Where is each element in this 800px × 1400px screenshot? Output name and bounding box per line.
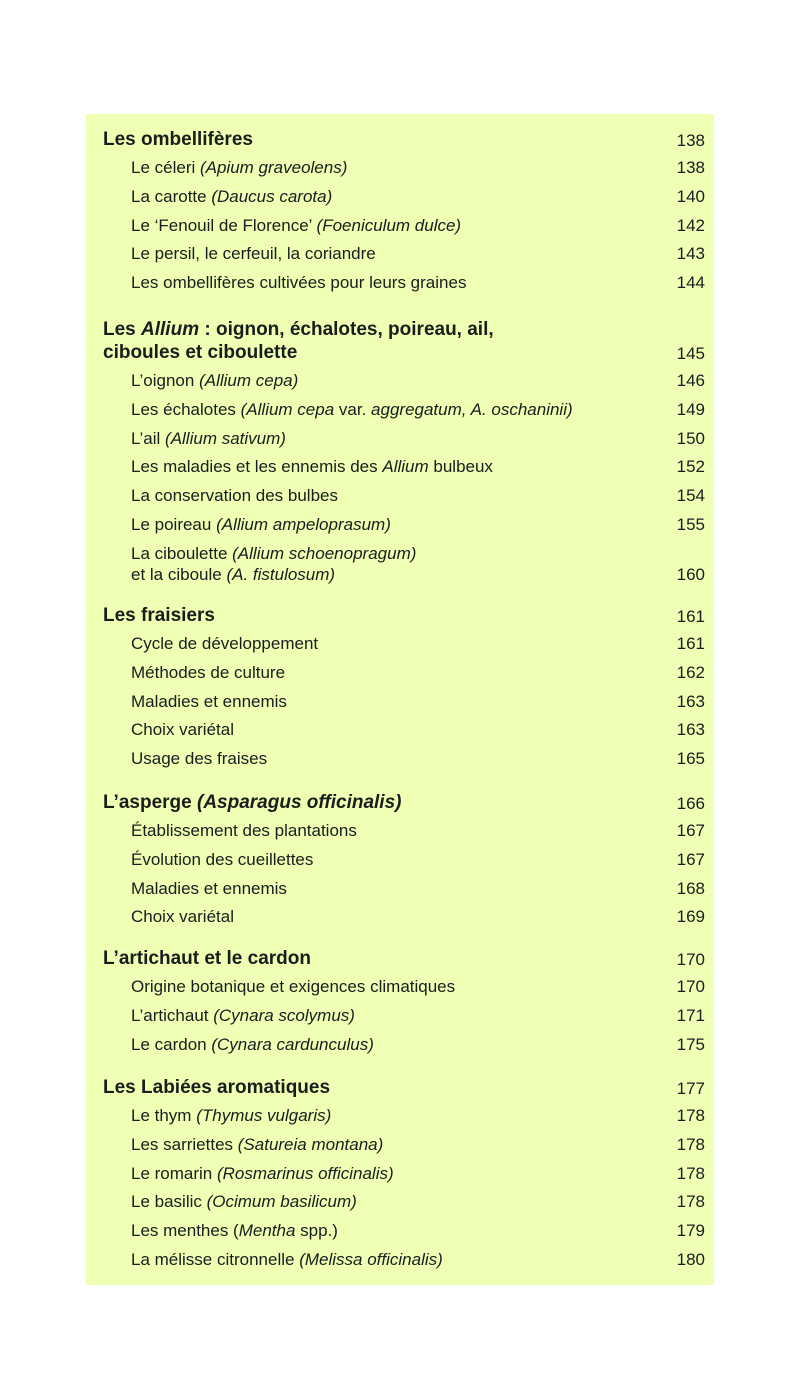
entry-page-number: 168 bbox=[676, 878, 705, 898]
entry-page-number: 179 bbox=[676, 1221, 705, 1241]
section-title bbox=[103, 341, 297, 364]
text-run: Usage des fraises bbox=[131, 749, 268, 769]
text-run: Le persil, le cerfeuil, la coriandre bbox=[131, 244, 376, 264]
text-run: Le céleri bbox=[131, 158, 200, 177]
italic-text-run: (Satureia montana) bbox=[237, 1134, 384, 1154]
italic-text-run: Mentha bbox=[238, 1221, 296, 1241]
entry-page-number: 178 bbox=[676, 1192, 705, 1212]
toc-entry bbox=[131, 1163, 394, 1184]
entry-page-number: 146 bbox=[676, 371, 705, 390]
entry-page-number: 180 bbox=[676, 1250, 705, 1269]
entry-page-number: 169 bbox=[676, 907, 705, 927]
section-title bbox=[103, 1076, 330, 1099]
text-run: Les ombellifères bbox=[103, 129, 253, 150]
text-run: Le poireau bbox=[131, 515, 217, 534]
text-run: Les échalotes bbox=[131, 399, 241, 419]
italic-text-run: (Melissa officinalis) bbox=[299, 1250, 443, 1269]
section-page-number: 145 bbox=[676, 344, 705, 363]
table-of-contents bbox=[86, 114, 714, 1285]
toc-entry bbox=[131, 1005, 355, 1026]
text-run: Les maladies et les ennemis des bbox=[131, 457, 383, 477]
toc-entry bbox=[131, 719, 234, 740]
text-run: La mélisse citronnelle bbox=[131, 1250, 300, 1269]
italic-text-run: (Cynara scolymus) bbox=[213, 1005, 355, 1025]
text-run: Les ombellifères cultivées pour leurs graines bbox=[131, 273, 467, 293]
text-run: L’ail bbox=[131, 428, 166, 448]
italic-text-run: (Allium ampeloprasum) bbox=[216, 515, 391, 534]
entry-page-number: 140 bbox=[676, 186, 705, 206]
italic-text-run: (Allium cepa bbox=[240, 399, 335, 419]
italic-text-run: (Foeniculum dulce) bbox=[316, 215, 462, 235]
text-run: Le thym bbox=[131, 1106, 197, 1125]
text-run: Les bbox=[103, 319, 142, 340]
text-run: Choix variétal bbox=[131, 907, 234, 927]
italic-text-run: (Allium sativum) bbox=[165, 428, 286, 448]
section-page-number: 166 bbox=[676, 794, 705, 813]
text-run: L’artichaut et le cardon bbox=[103, 948, 311, 969]
entry-page-number: 175 bbox=[676, 1034, 705, 1054]
toc-entry bbox=[131, 1220, 338, 1241]
toc-entry bbox=[131, 691, 287, 712]
toc-entry bbox=[131, 485, 338, 506]
toc-entry bbox=[131, 1191, 357, 1212]
entry-page-number: 167 bbox=[676, 821, 705, 840]
entry-page-number: 163 bbox=[676, 720, 705, 740]
text-run: Cycle de développement bbox=[131, 634, 319, 653]
entry-page-number: 162 bbox=[676, 662, 705, 682]
entry-page-number: 143 bbox=[676, 244, 705, 264]
toc-entry bbox=[131, 1034, 374, 1055]
entry-page-number: 160 bbox=[676, 564, 705, 584]
toc-entry bbox=[131, 215, 461, 236]
text-run: et la ciboule bbox=[131, 564, 227, 584]
entry-page-number: 161 bbox=[676, 634, 705, 653]
toc-entry bbox=[131, 157, 347, 178]
toc-entry bbox=[131, 186, 332, 207]
toc-entry bbox=[131, 633, 318, 654]
text-run: La ciboulette bbox=[131, 543, 233, 563]
toc-entry bbox=[131, 878, 287, 899]
text-run: Le basilic bbox=[131, 1192, 207, 1212]
toc-entry bbox=[131, 456, 493, 477]
entry-page-number: 150 bbox=[676, 428, 705, 448]
entry-page-number: 178 bbox=[676, 1163, 705, 1183]
toc-entry bbox=[131, 906, 234, 927]
toc-entry bbox=[131, 1134, 383, 1155]
text-run: bulbeux bbox=[428, 457, 493, 477]
text-run: Les fraisiers bbox=[103, 605, 215, 626]
italic-text-run: (Cynara cardunculus) bbox=[211, 1034, 374, 1054]
toc-entry bbox=[131, 662, 285, 683]
text-run: Origine botanique et exigences climatiques bbox=[131, 977, 456, 996]
entry-page-number: 142 bbox=[676, 215, 705, 235]
entry-page-number: 138 bbox=[676, 158, 705, 177]
text-run: Le romarin bbox=[131, 1163, 217, 1183]
italic-text-run: aggregatum, A. oschaninii) bbox=[371, 399, 573, 419]
toc-entry bbox=[131, 514, 391, 535]
italic-text-run: (Daucus carota) bbox=[211, 186, 333, 206]
entry-page-number: 170 bbox=[676, 977, 705, 996]
text-run: Choix variétal bbox=[131, 720, 234, 740]
section-page-number: 161 bbox=[676, 607, 705, 626]
text-run: L’oignon bbox=[131, 371, 200, 390]
text-run: var. bbox=[334, 399, 372, 419]
toc-entry bbox=[131, 564, 335, 585]
section-title bbox=[103, 947, 311, 970]
text-run: Maladies et ennemis bbox=[131, 691, 287, 711]
toc-entry bbox=[131, 976, 455, 997]
text-run: Évolution des cueillettes bbox=[131, 849, 314, 869]
text-run: Le cardon bbox=[131, 1034, 212, 1054]
text-run: Les sarriettes bbox=[131, 1134, 238, 1154]
italic-text-run: (Thymus vulgaris) bbox=[196, 1106, 332, 1125]
italic-text-run: (Apium graveolens) bbox=[199, 158, 348, 177]
entry-page-number: 149 bbox=[676, 399, 705, 419]
toc-entry bbox=[131, 820, 357, 841]
section-title bbox=[103, 128, 253, 151]
toc-entry bbox=[131, 399, 573, 420]
section-page-number: 170 bbox=[676, 950, 705, 969]
text-run: Le ‘Fenouil de Florence’ bbox=[131, 215, 317, 235]
text-run: La conservation des bulbes bbox=[131, 486, 338, 506]
text-run: Établissement des plantations bbox=[131, 821, 357, 840]
toc-entry bbox=[131, 1249, 443, 1270]
section-title bbox=[103, 604, 215, 627]
entry-page-number: 171 bbox=[676, 1005, 705, 1025]
entry-page-number: 167 bbox=[676, 849, 705, 869]
section-page-number: 138 bbox=[676, 131, 705, 150]
text-run: L’artichaut bbox=[131, 1005, 214, 1025]
text-run: Les menthes ( bbox=[131, 1221, 239, 1241]
section-page-number: 177 bbox=[676, 1079, 705, 1098]
text-run: L’asperge bbox=[103, 792, 197, 813]
text-run: : oignon, échalotes, poireau, ail, bbox=[199, 319, 494, 340]
section-title bbox=[103, 791, 401, 814]
toc-entry bbox=[131, 1105, 331, 1126]
entry-page-number: 154 bbox=[676, 486, 705, 506]
toc-entry bbox=[131, 243, 376, 264]
text-run: La carotte bbox=[131, 186, 212, 206]
toc-entry bbox=[131, 543, 416, 564]
toc-entry bbox=[131, 272, 466, 293]
entry-page-number: 152 bbox=[676, 457, 705, 477]
text-run: spp.) bbox=[295, 1221, 338, 1241]
text-run: ciboules et ciboulette bbox=[103, 342, 298, 363]
italic-text-run: (Allium cepa) bbox=[199, 371, 299, 390]
italic-text-run: (Allium schoenopragum) bbox=[232, 543, 417, 563]
text-run: Méthodes de culture bbox=[131, 662, 286, 682]
text-run: Maladies et ennemis bbox=[131, 878, 287, 898]
entry-page-number: 178 bbox=[676, 1134, 705, 1154]
italic-text-run: Allium bbox=[141, 319, 200, 340]
italic-text-run: (Asparagus officinalis) bbox=[197, 792, 402, 813]
toc-entry bbox=[131, 748, 267, 769]
italic-text-run: (Rosmarinus officinalis) bbox=[216, 1163, 394, 1183]
entry-page-number: 155 bbox=[676, 515, 705, 534]
toc-entry bbox=[131, 370, 298, 391]
text-run: Les Labiées aromatiques bbox=[103, 1077, 331, 1098]
entry-page-number: 144 bbox=[676, 273, 705, 293]
entry-page-number: 165 bbox=[676, 749, 705, 769]
section-title bbox=[103, 318, 494, 341]
entry-page-number: 163 bbox=[676, 691, 705, 711]
toc-entry bbox=[131, 849, 313, 870]
italic-text-run: (A. fistulosum) bbox=[226, 564, 336, 584]
entry-page-number: 178 bbox=[676, 1106, 705, 1125]
italic-text-run: (Ocimum basilicum) bbox=[206, 1192, 357, 1212]
italic-text-run: Allium bbox=[382, 457, 429, 477]
toc-entry bbox=[131, 428, 286, 449]
